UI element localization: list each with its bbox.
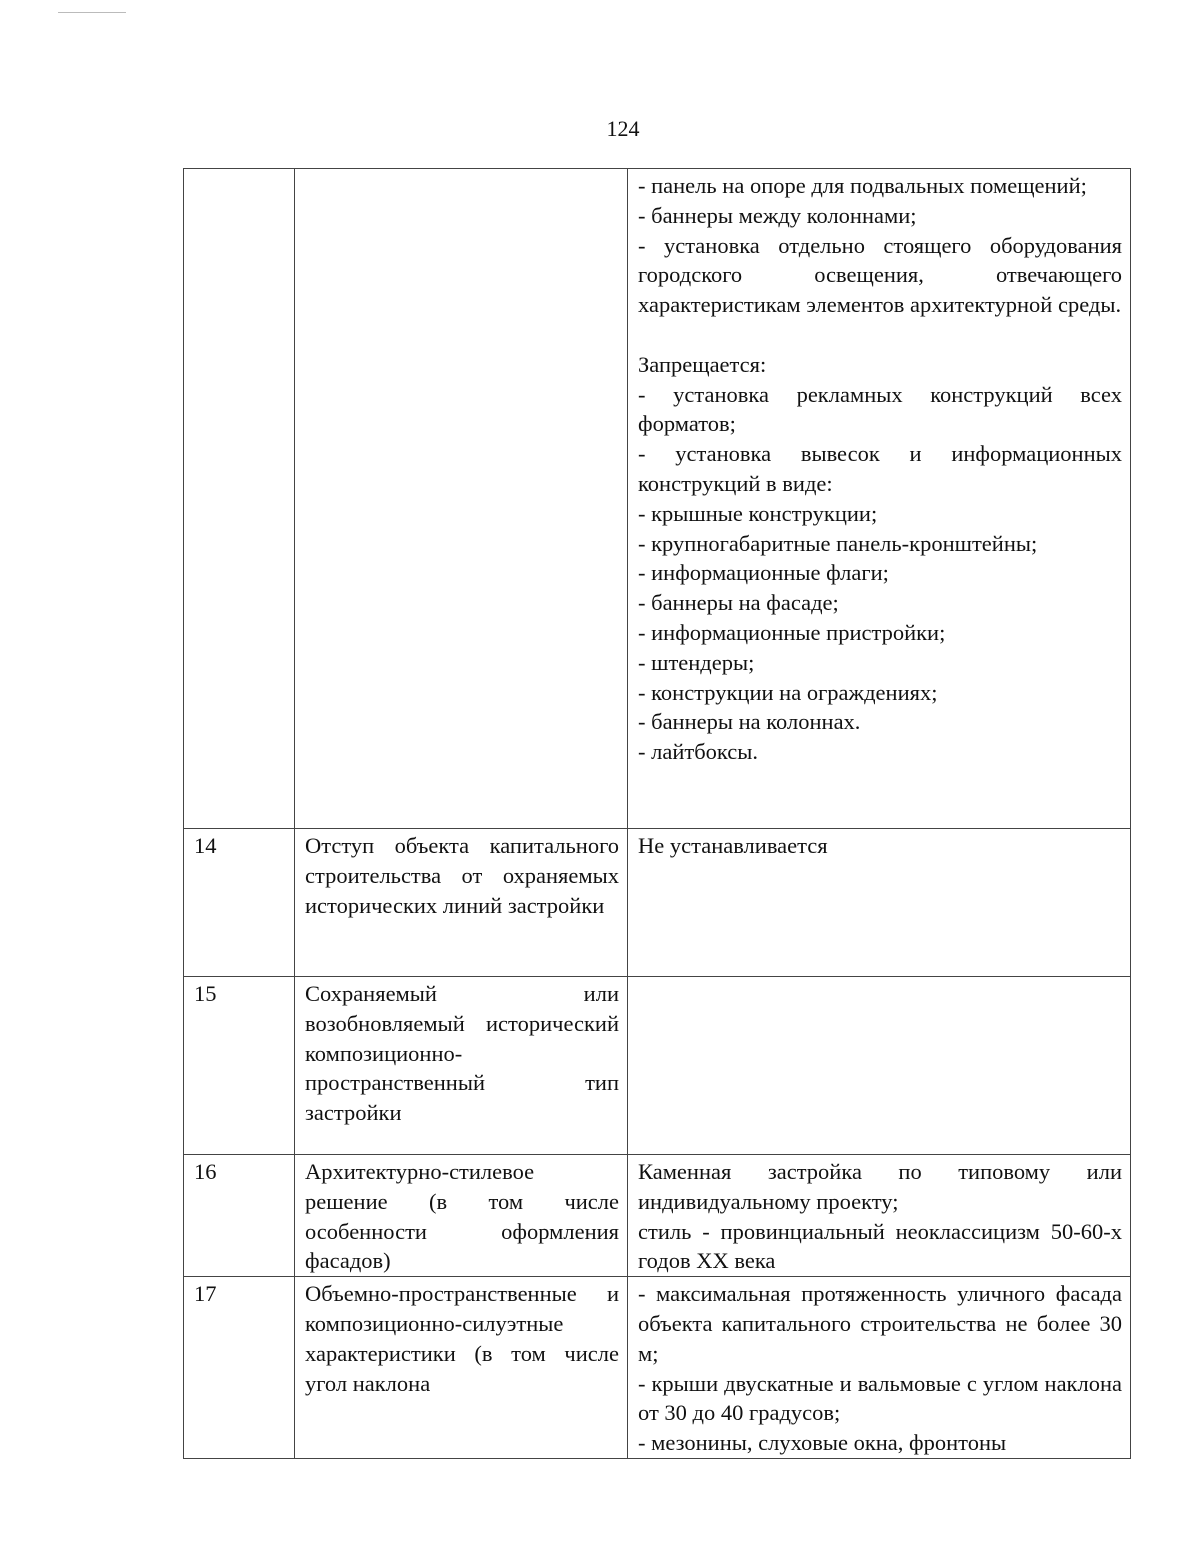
page-number: 124 xyxy=(606,116,640,141)
value-line: - панель на опоре для подвальных помещений; xyxy=(638,173,1087,198)
regulations-table xyxy=(183,168,1131,1459)
scan-corner-mark xyxy=(58,12,126,13)
value-line: - крупногабаритные панель-кронштейны; xyxy=(638,530,1038,556)
value-line: - баннеры между колоннами; xyxy=(638,202,917,228)
parameter-value-cell xyxy=(628,169,1131,829)
value-line: стиль - провинциальный неоклассицизм 50-60-х годов XX века xyxy=(638,1218,1122,1274)
parameter-name-cell xyxy=(295,169,628,829)
value-line: Каменная застройка по типовому или индивидуальному проекту; xyxy=(638,1159,1122,1214)
parameter-name-cell: Объемно-пространственные и композиционно-силуэтные характеристики (в том числе угол наклона xyxy=(295,1277,628,1459)
value-line: - баннеры на колоннах. xyxy=(638,709,861,735)
table-row xyxy=(184,1277,1131,1459)
value-line: - мезонины, слуховые окна, фронтоны xyxy=(638,1430,1007,1456)
value-line: - крышные конструкции; xyxy=(638,500,878,526)
value-line: - установка отдельно стоящего оборудования городского освещения, отвечающего характеристикам элементов архитектурной среды. xyxy=(638,232,1122,318)
value-line: - баннеры на фасаде; xyxy=(638,590,839,616)
value-line: - лайтбоксы. xyxy=(638,739,759,765)
blank-line xyxy=(638,320,1122,350)
table-row xyxy=(184,1155,1131,1277)
value-line: - конструкции на ограждениях; xyxy=(638,679,938,705)
parameter-value-cell xyxy=(628,977,1131,1155)
table-row xyxy=(184,829,1131,977)
row-number-cell xyxy=(184,169,295,829)
value-line: - крыши двускатные и вальмовые с углом наклона от 30 до 40 градусов; xyxy=(638,1370,1122,1426)
value-line: Запрещается: xyxy=(638,351,767,377)
parameter-value-cell xyxy=(628,1277,1131,1459)
value-line: - штендеры; xyxy=(638,649,755,675)
parameter-value-cell: Не устанавливается xyxy=(628,829,1131,977)
row-number-cell: 16 xyxy=(184,1155,295,1277)
value-line: - информационные пристройки; xyxy=(638,619,946,645)
value-line: - максимальная протяженность уличного фасада объекта капитального строительства не более 30 м; xyxy=(638,1281,1122,1366)
table-row xyxy=(184,169,1131,829)
parameter-name-cell: Архитектурно-стилевое решение (в том числе особенности оформления фасадов) xyxy=(295,1155,628,1277)
row-number-cell: 15 xyxy=(184,977,295,1155)
value-line: - установка рекламных конструкций всех форматов; xyxy=(638,381,1122,437)
parameter-name-cell: Сохраняемый или возобновляемый исторический композиционно-пространственный тип застройки xyxy=(295,977,628,1155)
row-number-cell: 17 xyxy=(184,1277,295,1459)
parameter-value-cell xyxy=(628,1155,1131,1277)
value-line: - установка вывесок и информационных конструкций в виде: xyxy=(638,441,1122,496)
table-row xyxy=(184,977,1131,1155)
row-number-cell: 14 xyxy=(184,829,295,977)
parameter-name-cell: Отступ объекта капитального строительства от охраняемых исторических линий застройки xyxy=(295,829,628,977)
value-line: - информационные флаги; xyxy=(638,560,889,586)
